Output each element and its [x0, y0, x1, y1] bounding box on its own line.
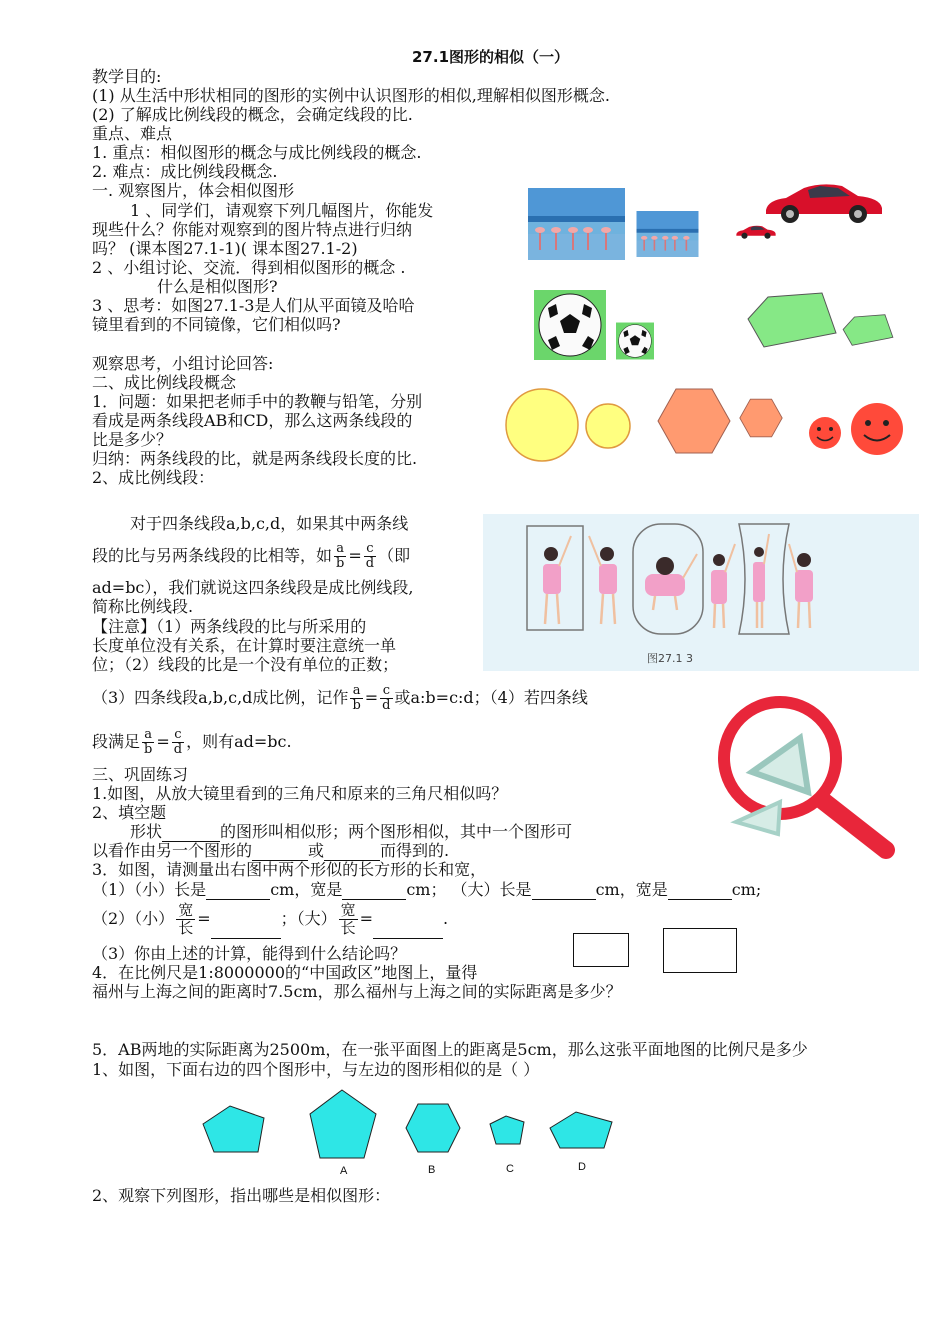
- question-3: 3．如图，请测量出右图中两个形似的长方形的长和宽，: [92, 860, 487, 879]
- fraction-a-over-b: $\frac{a}{b}$: [336, 541, 345, 571]
- section1-line: 3 、思考：如图27.1-3是人们从平面镜及哈哈: [92, 296, 415, 315]
- section1-heading: 一. 观察图片，体会相似图形: [92, 181, 295, 200]
- fraction-a-over-b: $\frac{a}{b}$: [144, 727, 153, 757]
- note-text: ，则有ad=bc.: [186, 732, 292, 751]
- fraction-c-over-d: $\frac{c}{d}$: [173, 727, 183, 757]
- fraction-width-over-length: $\frac{\text{宽}}{\text{长}}$: [178, 901, 194, 937]
- magnifying-glass: [714, 692, 898, 860]
- question-1: 1.如图，从放大镜里看到的三角尺和原来的三角尺相似吗？: [92, 784, 508, 803]
- option-b-label[interactable]: B: [428, 1164, 436, 1176]
- note-line: [92, 724, 292, 760]
- mirror-figure-drawing: [483, 514, 919, 671]
- objective-2: (2) 了解成比例线段的概念，会确定线段的比.: [92, 105, 413, 124]
- note-label: 【注意】: [92, 617, 157, 636]
- definition-line: 对于四条线段a,b,c,d，如果其中两条线: [130, 514, 409, 533]
- option-d-pentagon: [548, 1110, 614, 1150]
- note-line: [92, 680, 588, 716]
- soccer-ball-large: [534, 290, 606, 360]
- figure-caption: 图27.1 3: [647, 652, 693, 665]
- flamingo-photo-large: [528, 188, 625, 260]
- question-4: 4．在比例尺是1:8000000的“中国政区”地图上，量得: [92, 963, 478, 982]
- answer-blank[interactable]: [668, 880, 732, 900]
- equals-sign: =: [348, 546, 362, 565]
- orange-hexagon-large: [656, 387, 732, 455]
- section1-line: 2 、小组讨论、交流．得到相似图形的概念 .: [92, 258, 406, 277]
- option-c-pentagon: [488, 1114, 526, 1146]
- definition-line: [92, 538, 410, 574]
- section3-heading: 三、巩固练习: [92, 765, 189, 784]
- answer-blank[interactable]: [324, 841, 380, 861]
- option-c-label[interactable]: C: [506, 1163, 514, 1175]
- objectives-heading: 教学目的:: [92, 67, 162, 86]
- definition-text: （即: [378, 546, 411, 565]
- option-b-hexagon: [404, 1102, 462, 1154]
- keypoint-2: 2. 难点：成比例线段概念.: [92, 162, 278, 181]
- section1-line: 现些什么？你能对观察到的图片特点进行归纳: [92, 220, 413, 239]
- section1-line: 1 、同学们，请观察下列几幅图片，你能发: [130, 201, 434, 220]
- section2-line: 看成是两条线段AB和CD，那么这两条线段的: [92, 411, 413, 430]
- multiple-choice-1: 1、如图，下面右边的四个图形中，与左边的图形相似的是（ ）: [92, 1060, 540, 1079]
- orange-hexagon-small: [738, 398, 784, 438]
- section2-heading: 二、成比例线段概念: [92, 373, 237, 392]
- section1-line: 镜里看到的不同镜像，它们相似吗?: [92, 315, 341, 334]
- answer-blank[interactable]: [252, 841, 308, 861]
- option-a-label[interactable]: A: [340, 1165, 348, 1177]
- section2-line: 1．问题：如果把老师手中的教鞭与铅笔，分别: [92, 392, 423, 411]
- question-5: 5．AB两地的实际距离为2500m，在一张平面图上的距离是5cm，那么这张平面地图的比例尺是多少: [92, 1040, 808, 1059]
- question-2: 2、填空题: [92, 803, 167, 822]
- section2-line: 归纳：两条线段的比，就是两条线段长度的比.: [92, 449, 418, 468]
- answer-blank[interactable]: [211, 900, 281, 939]
- page-title: 27.1图形的相似（一）: [412, 48, 570, 66]
- option-a-pentagon: [308, 1088, 378, 1160]
- multiple-choice-2: 2、观察下列图形，指出哪些是相似图形：: [92, 1186, 391, 1205]
- reference-pentagon: [200, 1104, 268, 1156]
- fraction-width-over-length: $\frac{\text{宽}}{\text{长}}$: [340, 901, 356, 937]
- flamingo-photo-small: [636, 211, 699, 257]
- definition-text: 段的比与另两条线段的比相等，如: [92, 546, 333, 565]
- question-2-line: 形状 的图形叫相似形；两个图形相似，其中一个图形可: [130, 822, 573, 841]
- smiley-face-large: [850, 402, 904, 456]
- section1-line: 吗？ (课本图27.1-1)( 课本图27.1-2): [92, 239, 358, 258]
- small-rectangle: [573, 933, 629, 967]
- definition-line: 简称比例线段.: [92, 597, 194, 616]
- yellow-circle-large: [504, 387, 580, 463]
- keypoint-1: 1. 重点：相似图形的概念与成比例线段的概念.: [92, 143, 422, 162]
- equals-sign: =: [364, 688, 379, 707]
- fraction-c-over-d: $\frac{c}{d}$: [382, 683, 391, 713]
- objective-1: (1) 从生活中形状相同的图形的实例中认识图形的相似,理解相似图形概念.: [92, 86, 610, 105]
- option-d-label[interactable]: D: [578, 1161, 586, 1173]
- answer-blank[interactable]: [162, 822, 220, 842]
- discuss-line: 观察思考，小组讨论回答:: [92, 354, 274, 373]
- large-rectangle: [663, 928, 737, 973]
- question-4: 福州与上海之间的距离时7.5cm，那么福州与上海之间的实际距离是多少？: [92, 982, 622, 1001]
- note-text: 或a:b=c:d；（4）若四条线: [394, 688, 588, 707]
- note-text: （3）四条线段a,b,c,d成比例，记作: [92, 688, 349, 707]
- note-line: 位；（2）线段的比是一个没有单位的正数；: [92, 655, 399, 674]
- section2-line: 比是多少？: [92, 430, 173, 449]
- note-text: （1）两条线段的比与所采用的: [156, 617, 367, 636]
- smiley-face-small: [808, 416, 842, 450]
- answer-blank[interactable]: [342, 880, 406, 900]
- fraction-a-over-b: $\frac{a}{b}$: [352, 683, 361, 713]
- yellow-circle-small: [584, 402, 632, 450]
- red-car-large: [762, 180, 886, 226]
- note-line: [92, 617, 366, 636]
- answer-blank[interactable]: [206, 880, 270, 900]
- answer-blank[interactable]: [532, 880, 596, 900]
- question-3-row: （2）（小） $\frac{\text{宽}}{\text{长}}$ = ；（大） $\frac{\text{宽}}{\text{长}}$ = .: [92, 901, 449, 937]
- fraction-c-over-d: $\frac{c}{d}$: [365, 541, 375, 571]
- question-3-row: （1）（小）长是 cm，宽是 cm； （大）长是 cm，宽是 cm;: [92, 880, 762, 899]
- green-pentagon-small: [842, 312, 894, 348]
- equals-sign: =: [156, 732, 170, 751]
- section1-line: 什么是相似图形?: [157, 277, 278, 296]
- note-line: 长度单位没有关系，在计算时要注意统一单: [92, 636, 397, 655]
- keypoints-heading: 重点、难点: [92, 124, 173, 143]
- red-car-small: [735, 224, 777, 240]
- soccer-ball-small: [616, 322, 654, 360]
- question-2-line: 以看作由另一个图形的 或 而得到的.: [92, 841, 450, 860]
- question-3-row: （3）你由上述的计算，能得到什么结论吗？: [92, 944, 407, 963]
- green-pentagon-large: [746, 291, 838, 349]
- section2-line: 2、成比例线段：: [92, 468, 215, 487]
- answer-blank[interactable]: [373, 900, 443, 939]
- note-text: 段满足: [92, 732, 141, 751]
- mirror-figure: [483, 514, 919, 671]
- definition-line: ad=bc），我们就说这四条线段是成比例线段,: [92, 578, 414, 597]
